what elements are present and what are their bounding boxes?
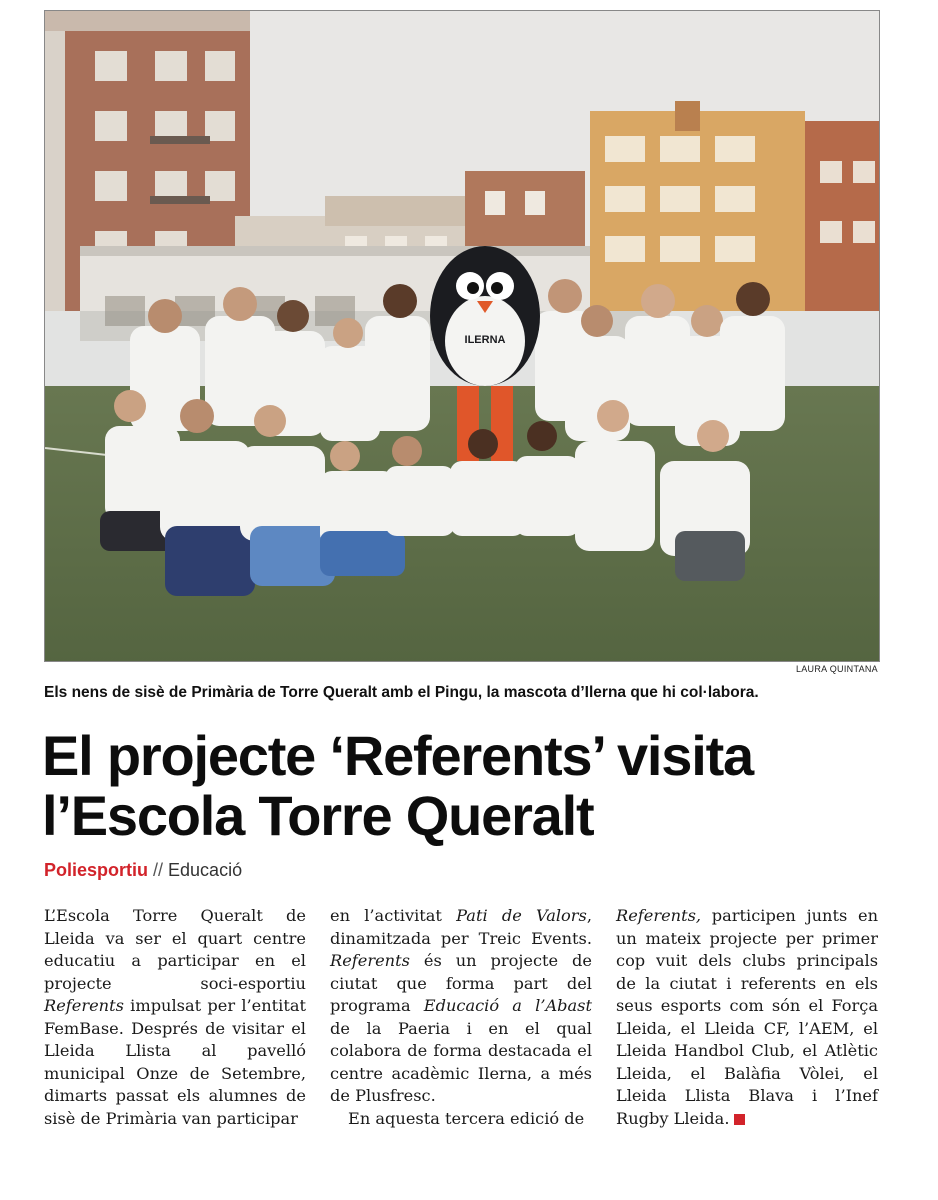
text-run: és un projecte de ciutat que forma part del programa [330, 951, 592, 1015]
photo-caption: Els nens de sisè de Primària de Torre Queralt amb el Pingu, la mascota d’Ilerna que hi col·labora. [44, 684, 759, 701]
section-sub: Educació [168, 860, 243, 880]
headline-line-2: l’Escola Torre Queralt [42, 784, 594, 847]
section-label [44, 860, 242, 881]
section-main: Poliesportiu [44, 860, 149, 880]
paragraph [44, 905, 306, 1130]
text-run: participen junts en un mateix projecte per primer cop vuit dels clubs principals de la ciutat i referents en els seus esports com són el Força Lleida, el Lleida CF, l’AEM, el Lleida Handbol Club, el Atlètic Lleida, el Balàfia Vòlei, el Lleida Llista Blava i l’Inef Rugby Lleida. [616, 906, 878, 1128]
mascot-label: ILERNA [464, 334, 506, 346]
photo-illustration [45, 11, 879, 661]
text-run: , dinamitzada per Treic Events. [330, 906, 592, 948]
italic-run: Referents, [616, 906, 702, 925]
italic-run: Referents [330, 951, 410, 970]
headline-line-1: El projecte ‘Referents’ visita [42, 724, 753, 787]
text-run: en l’activitat [330, 906, 457, 925]
text-run: L’Escola Torre Queralt de Lleida va ser el quart centre educatiu a participar en el projecte soci-esportiu [44, 906, 306, 993]
article-photo [44, 10, 880, 662]
photo-credit: LAURA QUINTANA [795, 664, 878, 674]
headline [42, 726, 922, 846]
italic-run: Referents [44, 996, 124, 1015]
italic-run: Educació a l’Abast [423, 996, 592, 1015]
text-run: En aquesta tercera edició de [348, 1108, 585, 1128]
body-column-3 [616, 905, 878, 1130]
italic-run: Pati de Valors [456, 906, 587, 925]
body-column-1 [44, 905, 306, 1130]
body-column-2 [330, 905, 592, 1130]
paragraph [330, 905, 592, 1108]
paragraph [616, 905, 878, 1130]
paragraph [330, 1108, 592, 1131]
text-run: de la Paeria i en el qual colabora de forma destacada el centre acadèmic Ilerna, a més de Plusfresc. [330, 1018, 592, 1105]
end-of-article-mark [734, 1114, 745, 1125]
section-separator: // [148, 860, 169, 880]
text-run: impulsat per l’entitat FemBase. Després de visitar el Lleida Llista al pavelló municipal Onze de Setembre, dimarts passat els alumnes de sisè de Primària van participar [44, 996, 306, 1128]
